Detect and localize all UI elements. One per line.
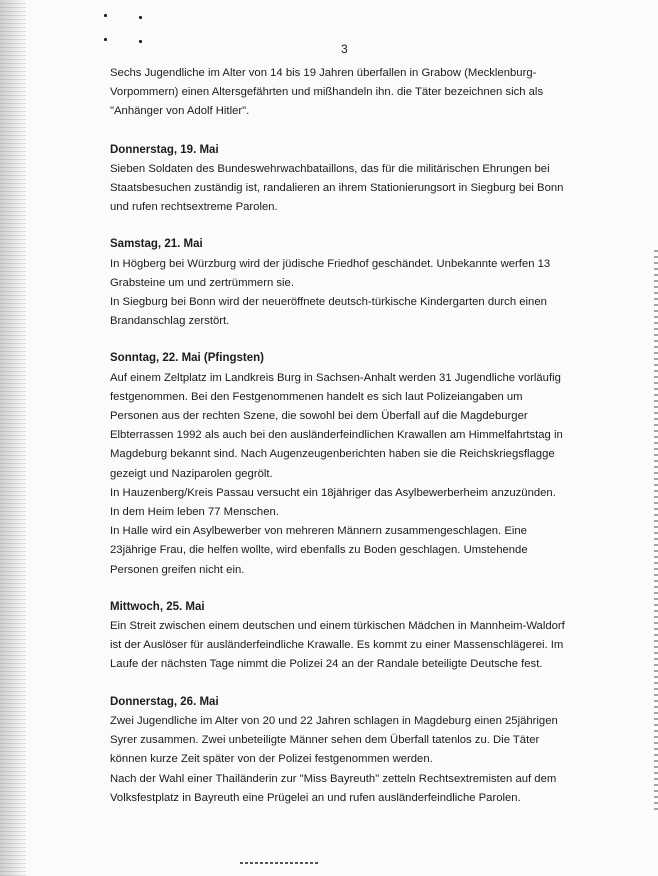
entry-date: Mittwoch, 25. Mai	[110, 600, 205, 613]
entry-section	[110, 141, 590, 218]
intro-text: Sechs Jugendliche im Alter von 14 bis 19 Jahren überfallen in Grabow (Mecklenburg- Vorpommern) einen Altersgefährten und mißhandeln ihn. die Täter bezeichnen sich als "Anhänger von Adolf Hitler".	[110, 67, 544, 118]
entry-section	[110, 693, 590, 808]
intro-section	[110, 64, 590, 122]
scan-edge-right	[654, 250, 658, 810]
scan-bottom-mark	[240, 862, 320, 864]
entry-date: Donnerstag, 19. Mai	[110, 143, 219, 156]
scan-speck	[139, 40, 142, 43]
scan-speck	[139, 16, 142, 19]
entry-section	[110, 235, 590, 331]
entry-text: Zwei Jugendliche im Alter von 20 und 22 Jahren schlagen in Magdeburg einen 25jährigen Syrer zusammen. Zwei unbeteiligte Männer sehen dem Überfall tatenlos zu. Die Täter können kurze Zeit später von der Polizei festgenommen werden. Nach der Wahl einer Thailänderin zur "Miss Bayreuth" zetteln Rechtsextremisten auf dem Volksfestplatz in Bayreuth eine Prügelei an und rufen ausländerfeindliche Parolen.	[110, 714, 558, 804]
page-number: 3	[341, 42, 348, 56]
entry-text: Ein Streit zwischen einem deutschen und einem türkischen Mädchen in Mannheim-Waldorf ist der Auslöser für ausländerfeindliche Krawalle. Es kommt zu einer Massenschlägerei. Im Laufe der nächsten Tage nimmt die Polizei 24 an der Randale beteiligte Deutsche fest.	[110, 620, 565, 671]
entry-section	[110, 598, 590, 675]
document-body	[110, 64, 590, 808]
scan-edge-noise	[0, 0, 26, 876]
entry-date: Donnerstag, 26. Mai	[110, 695, 219, 708]
entry-text: Sieben Soldaten des Bundeswehrwachbataillons, das für die militärischen Ehrungen bei Staatsbesuchen zuständig ist, randalieren an ihrem Stationierungsort in Siegburg bei Bonn und rufen rechtsextreme Parolen.	[110, 162, 564, 214]
entry-date: Samstag, 21. Mai	[110, 238, 203, 251]
entry-text: Auf einem Zeltplatz im Landkreis Burg in Sachsen-Anhalt werden 31 Jugendliche vorläufig festgenommen. Bei den Festgenommenen handelt es sich laut Polizeiangaben um Personen aus der rechten Szene, die sowohl bei dem Überfall auf die Magdeburger Elbterrassen 1992 als auch bei den ausländerfeindlichen Krawallen am Himmelfahrtstag in Magdeburg bekannt sind. Nach Augenzeugenberichten haben sie die Reichskriegsflagge gezeigt und Naziparolen gegrölt. In Hauzenberg/Kreis Passau versucht ein 18jähriger das Asylbewerberheim anzuzünden. In dem Heim leben 77 Menschen. In Halle wird ein Asylbewerber von mehreren Männern zusammengeschlagen. Eine 23jährige Frau, die helfen wollte, wird ebenfalls zu Boden geschlagen. Umstehende Personen greifen nicht ein.	[110, 371, 563, 576]
entry-section	[110, 349, 590, 579]
entry-text: In Högberg bei Würzburg wird der jüdische Friedhof geschändet. Unbekannte werfen 13 Grabsteine um und zertrümmern sie. In Siegburg bei Bonn wird der neueröffnete deutsch-türkische Kindergarten durch einen Brandanschlag zerstört.	[110, 257, 551, 328]
entry-date: Sonntag, 22. Mai (Pfingsten)	[110, 352, 264, 365]
scan-speck	[104, 14, 107, 17]
scan-speck	[104, 38, 107, 41]
